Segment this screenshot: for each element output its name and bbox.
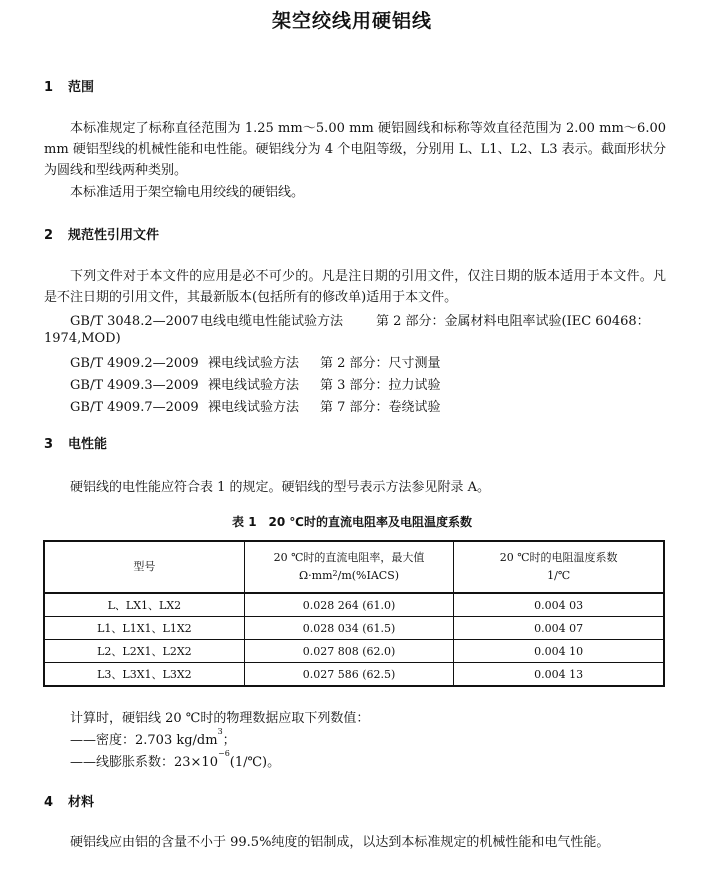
column-header-model: 型号 <box>44 541 244 593</box>
coefficient-header-line1: 20 ℃时的电阻温度系数 <box>499 551 618 564</box>
cell-resistivity: 0.027 586 (62.5) <box>244 663 454 687</box>
cell-model: L2、L2X1、L2X2 <box>44 640 244 663</box>
cell-coefficient: 0.004 10 <box>454 640 664 663</box>
reference-part: 第 2 部分：金属材料电阻率试验(IEC 60468： <box>376 314 650 329</box>
resistivity-header-line1: 20 ℃时的直流电阻率，最大值 <box>273 551 425 564</box>
section-2-paragraph-1: 下列文件对于本文件的应用是必不可少的。凡是注日期的引用文件，仅注日期的版本适用于本文件。凡是不注日期的引用文件，其最新版本(包括所有的修改单)适用于本文件。 <box>44 269 666 305</box>
reference-code: GB/T 4909.2—2009 <box>70 356 199 371</box>
reference-title: 裸电线试验方法 <box>208 356 300 371</box>
reference-title: 电线电缆电性能试验方法 <box>200 314 344 329</box>
section-2-heading <box>44 224 159 243</box>
reference-code: GB/T 3048.2—2007 <box>70 314 199 329</box>
density-text: ——密度：2.703 kg/dm <box>70 733 218 748</box>
column-header-resistivity <box>244 541 454 593</box>
section-title: 电性能 <box>68 437 108 452</box>
table-row <box>44 617 664 640</box>
section-number: 1 <box>44 80 54 95</box>
cell-coefficient: 0.004 13 <box>454 663 664 687</box>
reference-item <box>70 396 441 415</box>
cell-resistivity: 0.028 264 (61.0) <box>244 593 454 617</box>
table-row <box>44 593 664 617</box>
reference-part: 第 3 部分：拉力试验 <box>320 378 441 393</box>
table-header-row <box>44 541 664 593</box>
expansion-sup: −6 <box>217 749 230 758</box>
cell-model: L3、L3X1、L3X2 <box>44 663 244 687</box>
section-1-heading <box>44 76 94 95</box>
cell-model: L、LX1、LX2 <box>44 593 244 617</box>
reference-title: 裸电线试验方法 <box>208 378 300 393</box>
expansion-line <box>70 751 280 770</box>
expansion-end: (1/℃)。 <box>229 755 281 770</box>
table-row <box>44 663 664 687</box>
section-1-paragraph-2: 本标准适用于架空输电用绞线的硬铝线。 <box>70 185 305 200</box>
section-title: 材料 <box>68 795 95 810</box>
reference-part: 第 2 部分：尺寸测量 <box>320 356 441 371</box>
calculation-intro: 计算时，硬铝线 20 ℃时的物理数据应取下列数值： <box>70 711 370 726</box>
section-4-heading <box>44 791 94 810</box>
table-row <box>44 640 664 663</box>
section-number: 2 <box>44 228 54 243</box>
reference-item <box>70 352 441 371</box>
section-3-paragraph-1: 硬铝线的电性能应符合表 1 的规定。硬铝线的型号表示方法参见附录 A。 <box>70 480 491 495</box>
section-number: 3 <box>44 437 54 452</box>
cell-model: L1、L1X1、L1X2 <box>44 617 244 640</box>
reference-code: GB/T 4909.7—2009 <box>70 400 199 415</box>
reference-title: 裸电线试验方法 <box>208 400 300 415</box>
reference-item <box>70 374 441 393</box>
expansion-text: ——线膨胀系数：23×10 <box>70 755 218 770</box>
cell-coefficient: 0.004 07 <box>454 617 664 640</box>
document-title: 架空绞线用硬铝线 <box>271 10 432 32</box>
section-title: 规范性引用文件 <box>68 228 160 243</box>
resistivity-unit-sup: 2 <box>332 569 338 578</box>
cell-resistivity: 0.028 034 (61.5) <box>244 617 454 640</box>
reference-code: GB/T 4909.3—2009 <box>70 378 199 393</box>
coefficient-header-line2: 1/℃ <box>547 569 571 582</box>
resistivity-table <box>43 540 665 687</box>
column-header-coefficient <box>454 541 664 593</box>
reference-item <box>70 310 650 329</box>
table-caption: 表 1 20 ℃时的直流电阻率及电阻温度系数 <box>232 515 472 529</box>
reference-continuation: 1974,MOD) <box>44 331 121 346</box>
reference-part: 第 7 部分：卷绕试验 <box>320 400 441 415</box>
density-end: ； <box>222 733 236 748</box>
density-sup: 3 <box>217 727 223 736</box>
section-3-heading <box>44 433 107 452</box>
resistivity-unit-a: Ω·mm <box>299 569 333 582</box>
density-line <box>70 729 236 748</box>
resistivity-unit-b: /m(%IACS) <box>337 569 400 582</box>
cell-coefficient: 0.004 03 <box>454 593 664 617</box>
resistivity-header-line2 <box>245 567 454 585</box>
section-4-paragraph-1: 硬铝线应由铝的含量不小于 99.5%纯度的铝制成，以达到本标准规定的机械性能和电气性能。 <box>70 835 610 850</box>
section-title: 范围 <box>68 80 95 95</box>
section-1-paragraph-1: 本标准规定了标称直径范围为 1.25 mm～5.00 mm 硬铝圆线和标称等效直径范围为 2.00 mm～6.00 mm 硬铝型线的机械性能和电性能。硬铝线分为 4 个电阻等级，分别用 L、L1、L2、L3 表示。截面形状分为圆线和型线两种类别。 <box>44 121 666 178</box>
section-number: 4 <box>44 795 54 810</box>
cell-resistivity: 0.027 808 (62.0) <box>244 640 454 663</box>
